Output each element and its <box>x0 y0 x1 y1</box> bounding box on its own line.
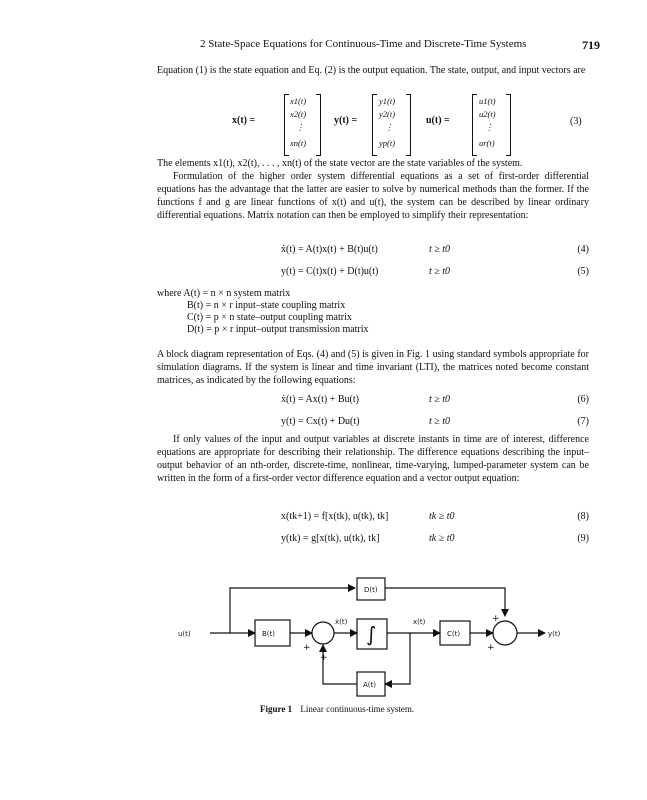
vector-x-entry: x1(t) <box>290 96 307 106</box>
definition-row: B(t) = n × r input–state coupling matrix <box>187 300 346 311</box>
figure-label: Figure 1 <box>260 704 293 714</box>
input-label: u(t) <box>178 630 191 638</box>
block-d-label: D(t) <box>364 586 378 594</box>
chapter-title: 2 State-Space Equations for Continuous-Time and Discrete-Time Systems <box>200 38 527 50</box>
figure-caption-text: Linear continuous-time system. <box>300 704 415 714</box>
block-a-label: A(t) <box>363 681 376 689</box>
equation-5-body: y(t) = C(t)x(t) + D(t)u(t) <box>281 266 379 277</box>
block-c-label: C(t) <box>447 630 461 638</box>
figure-caption <box>260 704 414 714</box>
vector-u-entry: ⋮ <box>485 122 494 132</box>
vector-u-entry: u2(t) <box>479 109 496 119</box>
equation-4-body: ẋ(t) = A(t)x(t) + B(t)u(t) <box>281 244 378 255</box>
definition-row: where A(t) = n × n system matrix <box>157 288 291 299</box>
equation-9-body: y(tk) = g[x(tk), u(tk), tk] <box>281 533 380 544</box>
definition-row: C(t) = p × n state–output coupling matrix <box>187 312 352 323</box>
vector-y-entry: yp(t) <box>379 138 396 148</box>
equation-7-condition: t ≥ t0 <box>429 416 451 427</box>
plus-sign: + <box>487 643 495 653</box>
vector-x-entry: ⋮ <box>296 122 305 132</box>
page-number: 719 <box>582 38 600 52</box>
paragraph-block-diagram: A block diagram representation of Eqs. (4) and (5) is given in Fig. 1 using standard symbols appropriate for simulation diagrams. If the system is linear and time invariant (LTI), the matrices noted become constant matrices, as indicated by the following equations: <box>157 349 589 386</box>
vector-y-label: y(t) = <box>334 115 358 126</box>
vector-u-entry: u1(t) <box>479 96 496 106</box>
equation-4-number: (4) <box>577 244 589 255</box>
equation-8-body: x(tk+1) = f[x(tk), u(tk), tk] <box>281 511 389 522</box>
output-label: y(t) <box>548 630 561 638</box>
x-signal-label: x(t) <box>413 618 426 626</box>
integrator-symbol: ∫ <box>366 622 377 646</box>
vector-u-label: u(t) = <box>426 115 450 126</box>
equation-7-number: (7) <box>577 416 589 427</box>
vector-y-entry: y1(t) <box>379 96 396 106</box>
paragraph-formulation: Formulation of the higher order system differential equations as a set of first-order differential equations has the advantage that the latter are easier to solve by numerical methods than the former. If the functions f and g are linear functions of x(t) and u(t), the system can be described by linear ordinary differential equations. Matrix notation can then be employed to simplify their representation: <box>157 171 589 221</box>
equation-5-number: (5) <box>577 266 589 277</box>
plus-sign: + <box>303 643 311 653</box>
vector-x-label: x(t) = <box>232 115 256 126</box>
equation-number: (3) <box>570 116 582 127</box>
equation-6-body: ẋ(t) = Ax(t) + Bu(t) <box>281 394 359 405</box>
vector-x-entry: x2(t) <box>290 109 307 119</box>
vector-y-entry: ⋮ <box>385 122 394 132</box>
vector-u-entry: ur(t) <box>479 138 495 148</box>
plus-sign: + <box>492 614 500 624</box>
vector-y-entry: y2(t) <box>379 109 396 119</box>
equation-6-number: (6) <box>577 394 589 405</box>
equation-9-condition: tk ≥ t0 <box>429 533 455 544</box>
paragraph-difference-equations: If only values of the input and output variables at discrete instants in time are of interest, difference equations are appropriate for describing their relationship. The difference equations describing the input–output behavior of an nth-order, discrete-time, nonlinear, time-varying, lumped-parameter system can be written in the form of a first-order vector difference equation and a vector output equation: <box>157 434 589 484</box>
equation-6-condition: t ≥ t0 <box>429 394 451 405</box>
intro-paragraph: Equation (1) is the state equation and Eq. (2) is the output equation. The state, output, and input vectors are <box>157 65 586 76</box>
equation-8-number: (8) <box>577 511 589 522</box>
xdot-signal-label: ẋ(t) <box>335 618 348 626</box>
equation-9-number: (9) <box>577 533 589 544</box>
equation-7-body: y(t) = Cx(t) + Du(t) <box>281 416 360 427</box>
equation-4-condition: t ≥ t0 <box>429 244 451 255</box>
definition-row: D(t) = p × r input–output transmission matrix <box>187 324 369 335</box>
block-b-label: B(t) <box>262 630 276 638</box>
equation-5-condition: t ≥ t0 <box>429 266 451 277</box>
paragraph-state-elements: The elements x1(t), x2(t), . . . , xn(t) of the state vector are the state variables of the system. <box>157 158 523 169</box>
vector-x-entry: xn(t) <box>290 138 307 148</box>
equation-8-condition: tk ≥ t0 <box>429 511 455 522</box>
plus-sign: + <box>320 653 328 663</box>
